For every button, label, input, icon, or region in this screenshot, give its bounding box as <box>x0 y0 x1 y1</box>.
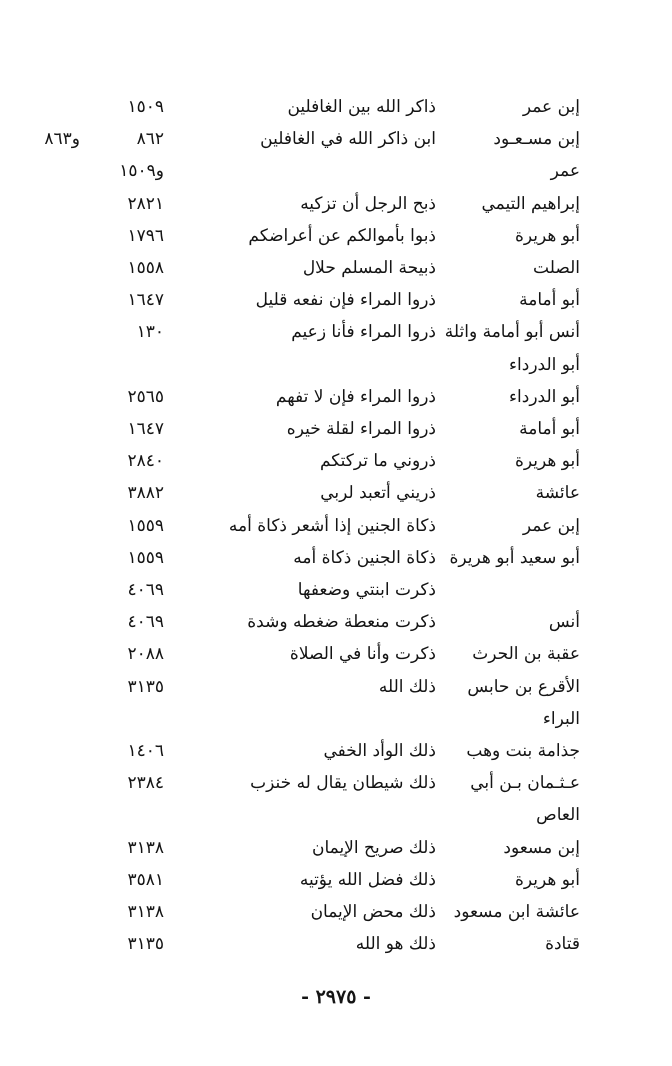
reference-number: ١٥٥٩ <box>127 547 164 568</box>
index-row <box>0 511 672 541</box>
hadith-text: ذكاة الجنين ذكاة أمه <box>293 547 436 568</box>
reference-number: ٣٨٨٢ <box>127 483 164 504</box>
reference-number: ٣١٣٥ <box>127 676 164 697</box>
index-row <box>0 253 672 283</box>
narrator-name: أنس أبو أمامة واثلة <box>444 322 580 343</box>
index-row <box>0 124 672 154</box>
reference-number: ٢٠٨٨ <box>127 644 164 665</box>
hadith-text: ذاكر الله بين الغافلين <box>287 97 436 117</box>
narrator-name: الأقرع بن حابس <box>467 676 580 697</box>
narrator-name: أبو هريرة <box>514 869 580 890</box>
reference-number: و١٥٠٩ <box>119 161 164 182</box>
hadith-text: ذلك صريح الإيمان <box>311 837 436 858</box>
narrator-name: أبو الدرداء <box>509 386 580 407</box>
reference-number: ٣١٣٨ <box>127 902 164 922</box>
index-row <box>0 543 672 573</box>
index-row <box>0 446 672 476</box>
hadith-text: ذبح الرجل أن تزكيه <box>300 193 436 214</box>
index-row <box>0 575 672 605</box>
hadith-text: ذكرت ابنتي وضعفها <box>297 580 436 600</box>
narrator-name: عائشة <box>535 483 580 504</box>
hadith-text: ذريني أتعبد لربي <box>320 483 436 504</box>
reference-number: ٣١٣٥ <box>127 934 164 955</box>
index-row <box>0 285 672 315</box>
narrator-name: إبن مسعود <box>503 837 580 858</box>
narrator-name: عمر <box>550 161 580 182</box>
reference-number: ١٦٤٧ <box>127 419 164 439</box>
narrator-name: البراء <box>542 708 580 729</box>
reference-number-extra: و٨٦٣ <box>44 129 80 150</box>
narrator-name: أبو هريرة <box>514 451 580 472</box>
reference-number: ٢٨٤٠ <box>127 451 164 472</box>
index-row <box>0 897 672 927</box>
index-row <box>0 607 672 637</box>
hadith-text: ذكاة الجنين إذا أشعر ذكاة أمه <box>228 515 436 536</box>
reference-number: ٣٥٨١ <box>127 869 164 890</box>
reference-number: ١٥٠٩ <box>127 97 164 117</box>
hadith-text: ذلك محض الإيمان <box>310 902 436 922</box>
index-row <box>0 639 672 669</box>
narrator-name: أبو الدرداء <box>509 354 580 375</box>
index-row <box>0 865 672 895</box>
narrator-name: قتادة <box>545 934 580 955</box>
reference-number: ١٣٠ <box>136 322 164 343</box>
narrator-name: إبن عمر <box>522 515 580 536</box>
hadith-text: ذلك فضل الله يؤتيه <box>299 869 436 890</box>
page-number: - ٢٩٧٥ - <box>301 986 371 1008</box>
reference-number: ٢٣٨٤ <box>127 773 164 794</box>
hadith-text: ذروا المراء لقلة خيره <box>286 419 436 439</box>
hadith-text: ذلك الوأد الخفي <box>323 741 436 761</box>
reference-number: ٤٠٦٩ <box>127 580 164 600</box>
hadith-text: ذلك شيطان يقال له خنزب <box>250 773 436 794</box>
reference-number: ١٧٩٦ <box>127 225 164 246</box>
index-row <box>0 800 672 830</box>
index-row <box>0 478 672 508</box>
hadith-text: ذروني ما تركتكم <box>319 451 436 472</box>
hadith-text: ذروا المراء فأنا زعيم <box>291 322 436 343</box>
narrator-name: جذامة بنت وهب <box>466 741 580 761</box>
reference-number: ١٥٥٩ <box>127 515 164 536</box>
index-row <box>0 414 672 444</box>
narrator-name: أبو أمامة <box>519 419 580 439</box>
hadith-text: ذروا المراء فإن نفعه قليل <box>255 290 436 311</box>
hadith-text: ذكرت منعطة ضغطه وشدة <box>247 612 436 633</box>
narrator-name: العاص <box>536 805 580 826</box>
narrator-name: عقبة بن الحرث <box>472 644 580 665</box>
reference-number: ٤٠٦٩ <box>127 612 164 633</box>
reference-number: ٣١٣٨ <box>127 837 164 858</box>
narrator-name: الصلت <box>533 258 580 278</box>
hadith-text: ذروا المراء فإن لا تفهم <box>275 386 436 407</box>
index-row <box>0 382 672 412</box>
index-row <box>0 833 672 863</box>
reference-number: ١٥٥٨ <box>127 258 164 278</box>
reference-number: ٨٦٢ <box>136 129 164 150</box>
index-row <box>0 350 672 380</box>
reference-number: ٢٥٦٥ <box>127 386 164 407</box>
narrator-name: أبو سعيد أبو هريرة <box>449 547 580 568</box>
index-row <box>0 317 672 347</box>
index-row <box>0 736 672 766</box>
narrator-name: عـثـمان بـن أبي <box>470 773 580 794</box>
hadith-text: ذكرت وأنا في الصلاة <box>289 644 436 665</box>
narrator-name: إبراهيم التيمي <box>481 193 580 214</box>
hadith-text: ذبوا بأموالكم عن أعراضكم <box>248 225 436 246</box>
reference-number: ١٤٠٦ <box>127 741 164 761</box>
hadith-text: ابن ذاكر الله في الغافلين <box>260 129 436 150</box>
index-row <box>0 189 672 219</box>
index-row <box>0 672 672 702</box>
hadith-text: ذبيحة المسلم حلال <box>302 258 436 278</box>
narrator-name: أبو أمامة <box>519 290 580 311</box>
index-row <box>0 704 672 734</box>
index-row <box>0 156 672 186</box>
index-row <box>0 768 672 798</box>
index-row <box>0 929 672 959</box>
reference-number: ٢٨٢١ <box>127 193 164 214</box>
narrator-name: إبن مسـعـود <box>493 129 580 150</box>
hadith-text: ذلك الله <box>378 676 436 697</box>
narrator-name: أبو هريرة <box>514 225 580 246</box>
reference-number: ١٦٤٧ <box>127 290 164 311</box>
index-row <box>0 221 672 251</box>
narrator-name: إبن عمر <box>522 97 580 117</box>
narrator-name: أنس <box>548 612 580 633</box>
narrator-name: عائشة ابن مسعود <box>453 902 580 922</box>
hadith-text: ذلك هو الله <box>355 934 436 955</box>
index-row <box>0 92 672 122</box>
